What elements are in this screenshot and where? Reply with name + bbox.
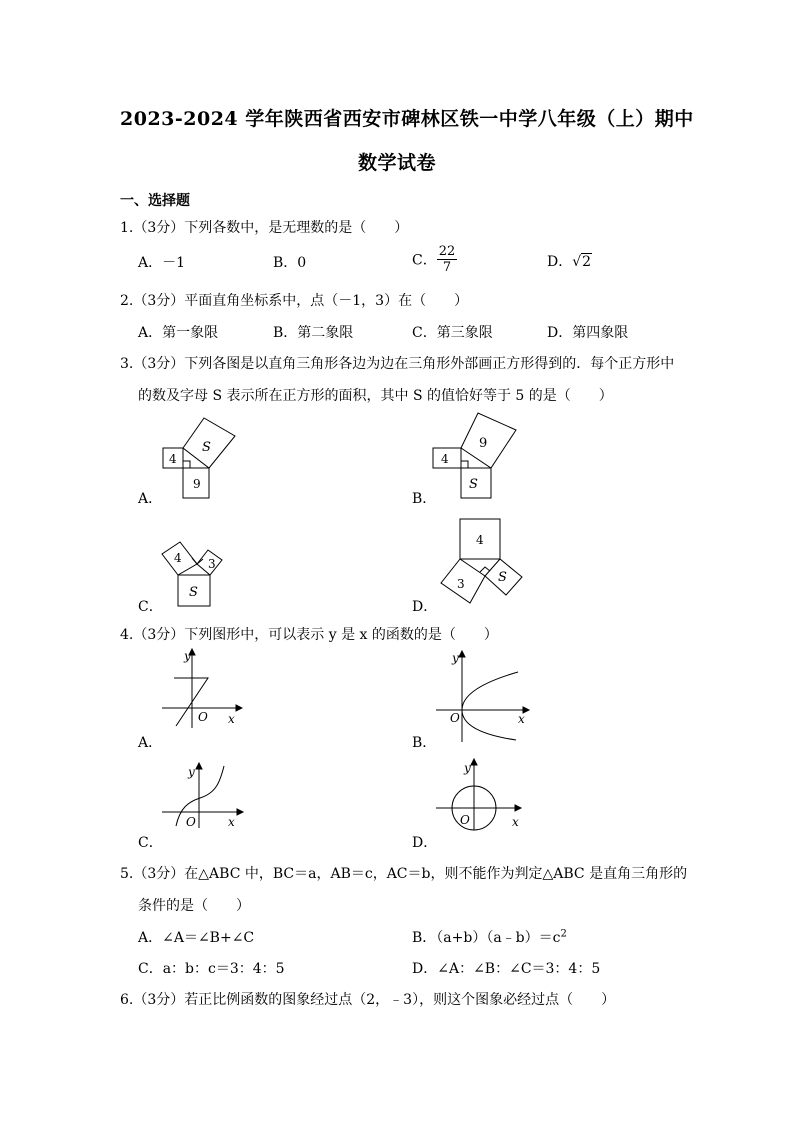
x-label: x — [512, 815, 519, 829]
question-2-stem: 2.（3分）平面直角坐标系中，点（－1，3）在（ ） — [120, 293, 469, 309]
page-title-line2: 数学试卷 — [358, 152, 437, 174]
fraction — [437, 245, 458, 274]
fraction-denominator: 7 — [442, 260, 452, 275]
q3-figure-b — [428, 410, 528, 500]
origin-label: O — [186, 815, 196, 829]
right-angle-mark — [183, 461, 190, 468]
q4-option-a: A． — [138, 735, 163, 751]
q5-option-b-exponent: 2 — [560, 928, 567, 940]
right-angle-mark — [480, 567, 490, 572]
function-curve — [462, 672, 518, 740]
question-3-stem-line1: 3.（3分）下列各图是以直角三角形各边为边在三角形外部画正方形得到的．每个正方形中 — [120, 356, 675, 372]
x-label: x — [518, 712, 525, 726]
q1-option-c — [412, 245, 457, 274]
q4-graph-c — [158, 760, 248, 830]
q3-figure-d — [436, 515, 526, 610]
q3-option-a: A． — [138, 491, 163, 507]
label-s: S — [202, 440, 211, 455]
question-4-stem: 4.（3分）下列图形中，可以表示 y 是 x 的函数的是（ ） — [120, 627, 498, 643]
sqrt-radicand: 2 — [582, 254, 592, 270]
y-arrow-icon — [471, 759, 477, 765]
q3-option-c: C． — [138, 599, 163, 615]
question-5-stem-line2: 条件的是（ ） — [138, 898, 250, 914]
label-4: 4 — [441, 452, 449, 466]
y-label: y — [464, 761, 471, 775]
label-4: 4 — [476, 533, 484, 547]
q3-option-b: B． — [412, 491, 437, 507]
label-4: 4 — [174, 551, 182, 565]
fraction-numerator: 22 — [438, 244, 456, 259]
label-4: 4 — [169, 452, 177, 466]
sqrt-icon: √2 — [572, 254, 592, 270]
square-hyp — [461, 413, 516, 468]
q4-graph-d — [432, 756, 527, 832]
q1-option-b: B．0 — [273, 255, 307, 271]
label-9: 9 — [193, 477, 201, 491]
label-9: 9 — [479, 436, 488, 451]
label-3: 3 — [208, 557, 216, 571]
question-1-stem: 1.（3分）下列各数中，是无理数的是（ ） — [120, 220, 409, 236]
origin-label: O — [460, 813, 470, 827]
origin-label: O — [198, 710, 208, 724]
x-label: x — [228, 815, 235, 829]
x-arrow-icon — [237, 809, 243, 815]
q2-option-d: D．第四象限 — [547, 325, 629, 341]
x-arrow-icon — [515, 805, 521, 811]
q1-option-c-prefix: C． — [412, 252, 437, 269]
origin-label: O — [450, 711, 460, 725]
q5-option-b-text: B．（a+b）（a﹣b）＝c — [412, 930, 561, 946]
q5-option-d: D．∠A：∠B：∠C＝3：4：5 — [412, 961, 601, 977]
y-label: y — [184, 649, 191, 663]
function-curve — [176, 766, 224, 826]
q4-option-d: D． — [412, 835, 438, 851]
q5-option-a: A．∠A＝∠B+∠C — [138, 930, 255, 946]
q3-figure-c — [158, 538, 238, 610]
q4-option-b: B． — [412, 735, 437, 751]
q1-option-d-prefix: D． — [547, 254, 573, 270]
label-3: 3 — [457, 577, 465, 591]
label-s: S — [469, 477, 478, 492]
q1-option-a: A．－1 — [138, 255, 186, 271]
q3-option-d: D． — [412, 599, 438, 615]
section-heading: 一、选择题 — [120, 193, 190, 209]
q1-option-d — [547, 251, 592, 271]
y-arrow-icon — [459, 651, 465, 657]
label-s: S — [498, 570, 507, 585]
q2-option-c: C．第三象限 — [412, 325, 493, 341]
x-label: x — [228, 712, 235, 726]
q4-option-c: C． — [138, 835, 163, 851]
q4-graph-b — [432, 648, 532, 744]
y-arrow-icon — [196, 763, 202, 769]
q5-option-b — [412, 927, 567, 947]
q2-option-a: A．第一象限 — [138, 325, 219, 341]
right-angle-mark — [461, 461, 468, 468]
label-s: S — [189, 585, 198, 600]
q5-option-c: C．a：b：c＝3：4：5 — [138, 961, 285, 977]
question-6-stem: 6.（3分）若正比例函数的图象经过点（2，﹣3），则这个图象必经过点（ ） — [120, 992, 616, 1008]
q3-figure-a — [155, 415, 250, 500]
page-title-line1: 2023-2024 学年陕西省西安市碑林区铁一中学八年级（上）期中 — [120, 108, 694, 130]
question-5-stem-line1: 5.（3分）在△ABC 中，BC＝a，AB＝c，AC＝b，则不能作为判定△ABC 是直角三角形的 — [120, 866, 688, 882]
y-label: y — [188, 765, 195, 779]
q2-option-b: B．第二象限 — [273, 325, 354, 341]
q4-graph-a — [158, 648, 243, 730]
question-3-stem-line2: 的数及字母 S 表示所在正方形的面积，其中 S 的值恰好等于 5 的是（ ） — [138, 388, 613, 404]
x-arrow-icon — [236, 705, 242, 711]
y-label: y — [452, 651, 459, 665]
